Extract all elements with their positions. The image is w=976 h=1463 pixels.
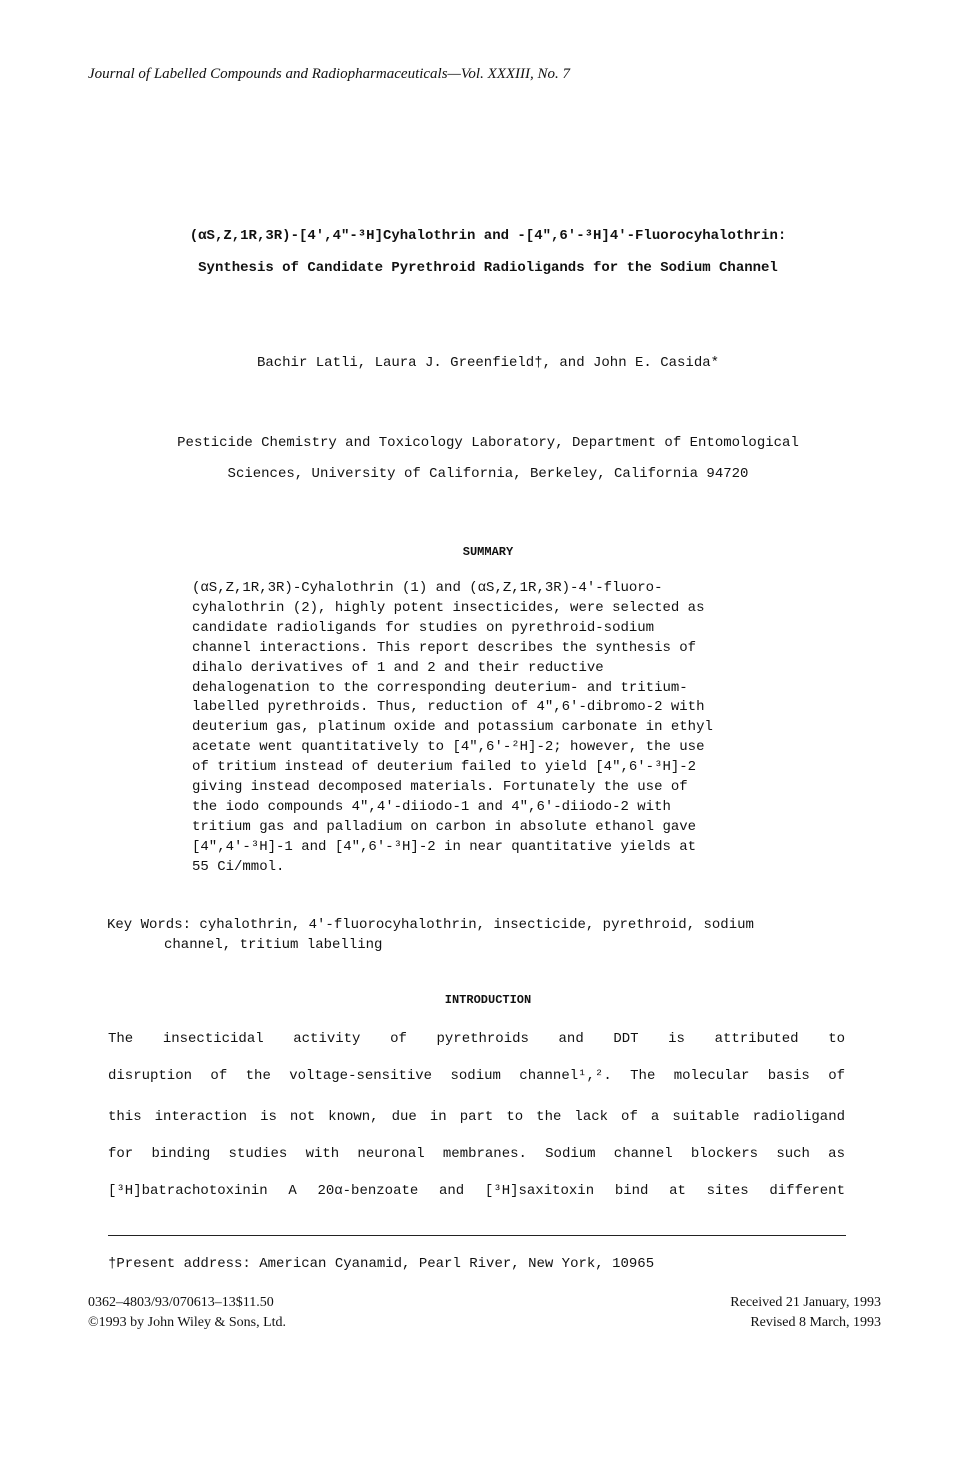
keywords-line-2: channel, tritium labelling <box>164 937 383 953</box>
title-line-1: (αS,Z,1R,3R)-[4',4"-³H]Cyhalothrin and -[4",6'-³H]4'-Fluorocyhalothrin: <box>189 228 787 244</box>
revised-date: Revised 8 March, 1993 <box>750 1315 881 1330</box>
footnote-rule <box>108 1235 846 1236</box>
publication-codes <box>88 1293 286 1333</box>
footnote: †Present address: American Cyanamid, Pearl River, New York, 10965 <box>108 1256 655 1272</box>
title-line-2: Synthesis of Candidate Pyrethroid Radioligands for the Sodium Channel <box>198 260 778 276</box>
publication-dates <box>730 1293 881 1333</box>
keywords-line-1: Key Words: cyhalothrin, 4'-fluorocyhalothrin, insecticide, pyrethroid, sodium <box>107 917 754 933</box>
intro-line-3: this interaction is not known, due in part to the lack of a suitable radioligand <box>108 1109 845 1125</box>
authors: Bachir Latli, Laura J. Greenfield†, and John E. Casida* <box>256 355 720 371</box>
intro-line-4: for binding studies with neuronal membranes. Sodium channel blockers such as <box>108 1146 845 1162</box>
intro-line-1: The insecticidal activity of pyrethroids and DDT is attributed to <box>108 1031 845 1047</box>
summary-body <box>192 579 757 878</box>
affiliation-line-2: Sciences, University of California, Berkeley, California 94720 <box>227 466 749 482</box>
affiliation-line-1: Pesticide Chemistry and Toxicology Laboratory, Department of Entomological <box>177 435 799 451</box>
intro-line-5: [³H]batrachotoxinin A 20α-benzoate and [³H]saxitoxin bind at sites different <box>108 1183 845 1199</box>
summary-text: (αS,Z,1R,3R)-Cyhalothrin (1) and (αS,Z,1R,3R)-4'-fluoro- cyhalothrin (2), highly potent insecticides, were selected as candidate radioligands for studies on pyrethroid-sodium channel interactions. This report describes the synthesis of dihalo derivatives of 1 and 2 and their reductive dehalogenation to the corresponding deuterium- and tritium- labelled pyrethroids. Thus, reduction of 4",6'-dibromo-2 with deuterium gas, platinum oxide and potassium carbonate in ethyl acetate went quantitatively to [4",6'-²H]-2; however, the use of tritium instead of deuterium failed to yield [4",6'-³H]-2 giving instead decomposed materials. Fortunately the use of the iodo compounds 4",4'-diiodo-1 and 4",6'-diiodo-2 with tritium gas and palladium on carbon in absolute ethanol gave [4",4'-³H]-1 and [4",6'-³H]-2 in near quantitative yields at 55 Ci/mmol. <box>192 580 713 875</box>
journal-header: Journal of Labelled Compounds and Radiopharmaceuticals—Vol. XXXIII, No. 7 <box>88 66 571 82</box>
received-date: Received 21 January, 1993 <box>730 1295 881 1310</box>
introduction-heading: INTRODUCTION <box>444 993 532 1007</box>
copyright: ©1993 by John Wiley & Sons, Ltd. <box>88 1315 287 1330</box>
intro-line-2: disruption of the voltage-sensitive sodium channel¹,². The molecular basis of <box>108 1068 845 1084</box>
article-code: 0362–4803/93/070613–13$11.50 <box>88 1295 274 1310</box>
keywords <box>107 915 847 955</box>
summary-heading: SUMMARY <box>462 545 514 559</box>
